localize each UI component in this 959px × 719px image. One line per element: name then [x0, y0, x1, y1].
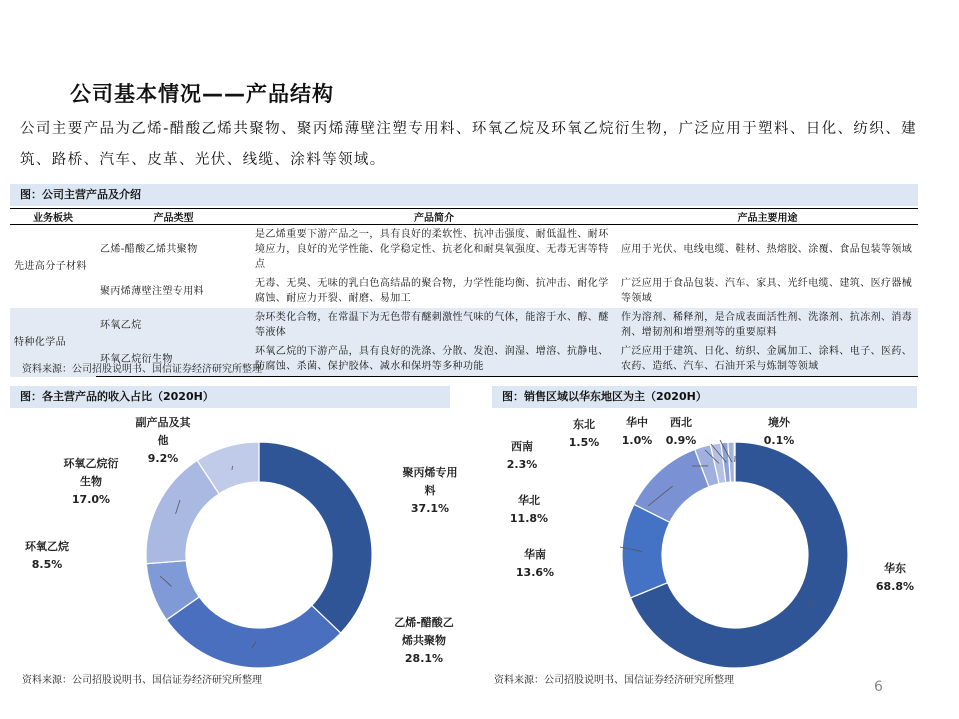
category-label-4: 副产品及其 [135, 416, 191, 429]
category-label-7: 境外 [768, 416, 790, 429]
category-label-0: 华东 [884, 562, 906, 575]
use-cell: 作为溶剂、稀释剂，是合成表面活性剂、洗涤剂、抗冻剂、消毒剂、增韧剂和增塑剂等的重要原料 [617, 308, 918, 342]
type-cell: 乙烯-醋酸乙烯共聚物 [96, 225, 251, 275]
value-label-3: 17.0% [71, 493, 111, 506]
category-label-1: 烯共聚物 [402, 634, 446, 647]
value-label-2: 8.5% [31, 558, 63, 571]
type-cell: 聚丙烯薄壁注塑专用料 [96, 274, 251, 308]
value-label-1: 13.6% [515, 566, 555, 579]
slice-1 [166, 597, 340, 668]
type-cell: 环氧乙烷 [96, 308, 251, 342]
intro-paragraph: 公司主要产品为乙烯-醋酸乙烯共聚物、聚丙烯薄壁注塑专用料、环氧乙烷及环氧乙烷衍生物，广泛应用于塑料、日化、纺织、建筑、路桥、汽车、皮革、光伏、线缆、涂料等领域。 [20, 121, 918, 168]
value-label-6: 0.9% [665, 434, 697, 447]
desc-cell: 是乙烯重要下游产品之一，具有良好的柔软性、抗冲击强度、耐低温性、耐环境应力，良好的光学性能、化学稳定性、抗老化和耐臭氧强度、无毒无害等特点 [251, 225, 617, 275]
category-label-0: 料 [424, 484, 436, 497]
sales-region-donut-chart [480, 410, 959, 670]
product-table [10, 208, 918, 377]
category-label-1: 华南 [524, 548, 546, 561]
slice-0 [259, 442, 372, 633]
segment-cell: 先进高分子材料 [10, 225, 96, 309]
chart1-title: 图：各主营产品的收入占比（2020H） [10, 386, 450, 408]
category-label-4: 东北 [573, 418, 595, 431]
category-label-1: 乙烯-醋酸乙 [394, 616, 454, 629]
use-cell: 广泛应用于食品包装、汽车、家具、光纤电缆、建筑、医疗器械等领域 [617, 274, 918, 308]
table-row [10, 308, 918, 342]
desc-cell: 环氧乙烷的下游产品，具有良好的洗涤、分散、发泡、润湿、增溶、抗静电、防腐蚀、杀菌、保护胶体、减水和保坍等多种功能 [251, 342, 617, 377]
category-label-6: 西北 [670, 416, 692, 429]
value-label-1: 28.1% [404, 652, 444, 665]
value-label-3: 2.3% [506, 458, 538, 471]
value-label-4: 1.5% [568, 436, 600, 449]
revenue-share-donut-chart [0, 410, 480, 670]
table-source: 资料来源：公司招股说明书、国信证券经济研究所整理 [22, 364, 262, 375]
value-label-7: 0.1% [763, 434, 795, 447]
desc-cell: 无毒、无臭、无味的乳白色高结晶的聚合物，力学性能均衡、抗冲击、耐化学腐蚀、耐应力开裂、耐磨、易加工 [251, 274, 617, 308]
header-desc: 产品简介 [251, 209, 617, 225]
page-title: 公司基本情况——产品结构 [70, 82, 334, 106]
segment-cell: 特种化学品 [10, 308, 96, 377]
category-label-4: 他 [157, 434, 169, 447]
chart2-source: 资料来源：公司招股说明书、国信证券经济研究所整理 [494, 675, 734, 686]
category-label-3: 西南 [511, 440, 533, 453]
chart1-source: 资料来源：公司招股说明书、国信证券经济研究所整理 [22, 675, 262, 686]
header-use: 产品主要用途 [617, 209, 918, 225]
header-segment: 业务板块 [10, 209, 96, 225]
type-cell: 环氧乙烷衍生物 [96, 342, 251, 377]
category-label-2: 华北 [518, 494, 540, 507]
category-label-3: 环氧乙烷衍 [63, 457, 119, 470]
category-label-5: 华中 [626, 416, 648, 429]
table-header-row [10, 209, 918, 225]
table-row [10, 225, 918, 275]
table-caption: 图：公司主营产品及介绍 [10, 184, 918, 206]
header-type: 产品类型 [96, 209, 251, 225]
value-label-0: 37.1% [410, 502, 450, 515]
category-label-3: 生物 [80, 475, 102, 488]
value-label-0: 68.8% [875, 580, 915, 593]
value-label-4: 9.2% [147, 452, 179, 465]
category-label-2: 环氧乙烷 [25, 540, 69, 553]
use-cell: 广泛应用于建筑、日化、纺织、金属加工、涂料、电子、医药、农药、造纸、汽车、石油开采与炼制等领域 [617, 342, 918, 377]
desc-cell: 杂环类化合物，在常温下为无色带有醚刺激性气味的气体，能溶于水、醇、醚等液体 [251, 308, 617, 342]
use-cell: 应用于光伏、电线电缆、鞋材、热熔胶、涂覆、食品包装等领域 [617, 225, 918, 275]
value-label-5: 1.0% [621, 434, 653, 447]
table-row [10, 274, 918, 308]
category-label-0: 聚丙烯专用 [402, 466, 458, 479]
chart2-title: 图：销售区域以华东地区为主（2020H） [492, 386, 917, 408]
value-label-2: 11.8% [509, 512, 549, 525]
page-number: 6 [874, 679, 883, 695]
